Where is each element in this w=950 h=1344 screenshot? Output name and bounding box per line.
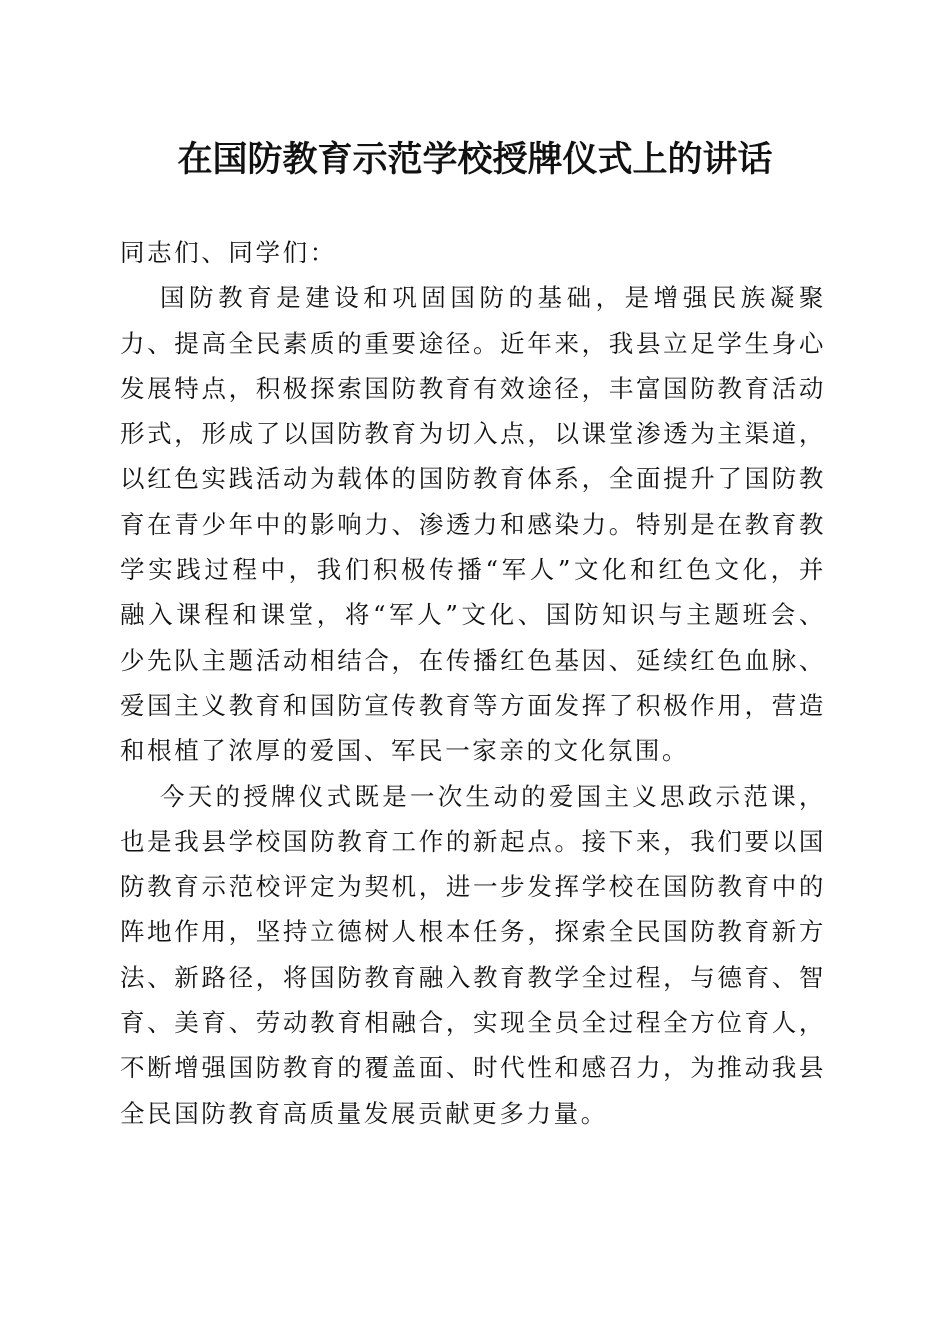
paragraph-2: 今天的授牌仪式既是一次生动的爱国主义思政示范课，也是我县学校国防教育工作的新起点。接下来，我们要以国防教育示范校评定为契机，进一步发挥学校在国防教育中的阵地作用，坚持立德树人根本任务，探索全民国防教育新方法、新路径，将国防教育融入教育教学全过程，与德育、智育、美育、劳动教育相融合，实现全员全过程全方位育人，不断增强国防教育的覆盖面、时代性和感召力，为推动我县全民国防教育高质量发展贡献更多力量。 bbox=[120, 781, 826, 1128]
document-title: 在国防教育示范学校授牌仪式上的讲话 bbox=[177, 139, 773, 180]
salutation: 同志们、同学们： bbox=[120, 238, 337, 267]
paragraph-1: 国防教育是建设和巩固国防的基础，是增强民族凝聚力、提高全民素质的重要途径。近年来，我县立足学生身心发展特点，积极探索国防教育有效途径，丰富国防教育活动形式，形成了以国防教育为切入点，以课堂渗透为主渠道，以红色实践活动为载体的国防教育体系，全面提升了国防教育在青少年中的影响力、渗透力和感染力。特别是在教育教学实践过程中，我们积极传播“军人”文化和红色文化，并融入课程和课堂，将“军人”文化、国防知识与主题班会、少先队主题活动相结合，在传播红色基因、延续红色血脉、爱国主义教育和国防宣传教育等方面发挥了积极作用，营造和根植了浓厚的爱国、军民一家亲的文化氛围。 bbox=[120, 283, 826, 766]
document-body bbox=[120, 230, 826, 1136]
